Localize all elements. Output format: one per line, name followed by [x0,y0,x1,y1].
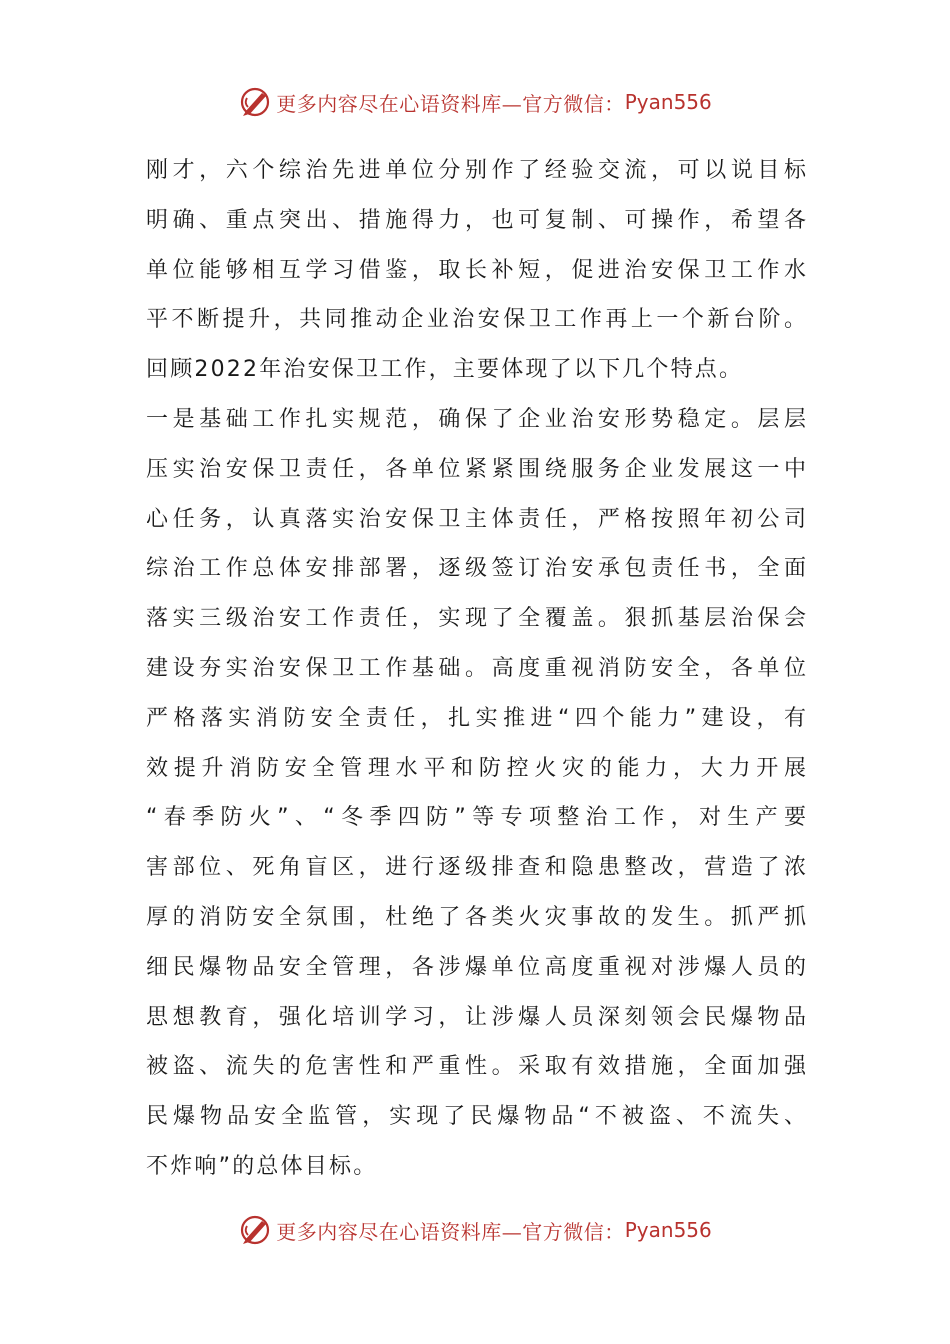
text-line: 思想教育，强化培训学习，让涉爆人员深刻领会民爆物品 [146,1004,806,1030]
text-line: 一是基础工作扎实规范，确保了企业治安形势稳定。层层 [146,406,806,432]
text-line: 严格落实消防安全责任，扎实推进“四个能力”建设，有 [146,705,806,731]
text-line: 被盗、流失的危害性和严重性。采取有效措施，全面加强 [146,1054,806,1080]
text-line: 效提升消防安全管理水平和防控火灾的能力，大力开展 [146,755,806,781]
pen-logo-icon [238,1213,272,1247]
text-line: 单位能够相互学习借鉴，取长补短，促进治安保卫工作水 [146,257,806,283]
banner-text: 更多内容尽在心语资料库—官方微信： [276,91,625,116]
footer-banner [0,1210,950,1250]
text-line: 害部位、死角盲区，进行逐级排查和隐患整改，营造了浓 [146,855,806,881]
text-line: 刚才，六个综治先进单位分别作了经验交流，可以说目标 [146,158,806,183]
text-line: 建设夯实治安保卫工作基础。高度重视消防安全，各单位 [146,655,806,681]
text-line: 压实治安保卫责任，各单位紧紧围绕服务企业发展这一中 [146,456,806,482]
text-line: 落实三级治安工作责任，实现了全覆盖。狠抓基层治保会 [146,606,806,632]
wechat-id: Pyan556 [624,90,712,114]
text-line: 平不断提升，共同推动企业治安保卫工作再上一个新台阶。 [146,307,806,333]
text-line: 明确、重点突出、措施得力，也可复制、可操作，希望各 [146,207,806,233]
wechat-id: Pyan556 [624,1218,712,1242]
banner-text: 更多内容尽在心语资料库—官方微信： [276,1219,625,1244]
text-line: “春季防火”、“冬季四防”等专项整治工作，对生产要 [146,805,806,831]
text-line: 民爆物品安全监管，实现了民爆物品“不被盗、不流失、 [146,1104,806,1130]
document-body [146,146,806,1192]
text-line: 综治工作总体安排部署，逐级签订治安承包责任书，全面 [146,556,806,582]
text-line: 厚的消防安全氛围，杜绝了各类火灾事故的发生。抓严抓 [146,904,806,930]
text-line: 细民爆物品安全管理，各涉爆单位高度重视对涉爆人员的 [146,954,806,980]
header-banner [0,82,950,122]
text-line: 回顾2022年治安保卫工作，主要体现了以下几个特点。 [146,357,744,383]
text-line: 不炸响”的总体目标。 [146,1153,378,1179]
pen-logo-icon [238,85,272,119]
text-line: 心任务，认真落实治安保卫主体责任，严格按照年初公司 [146,506,806,532]
